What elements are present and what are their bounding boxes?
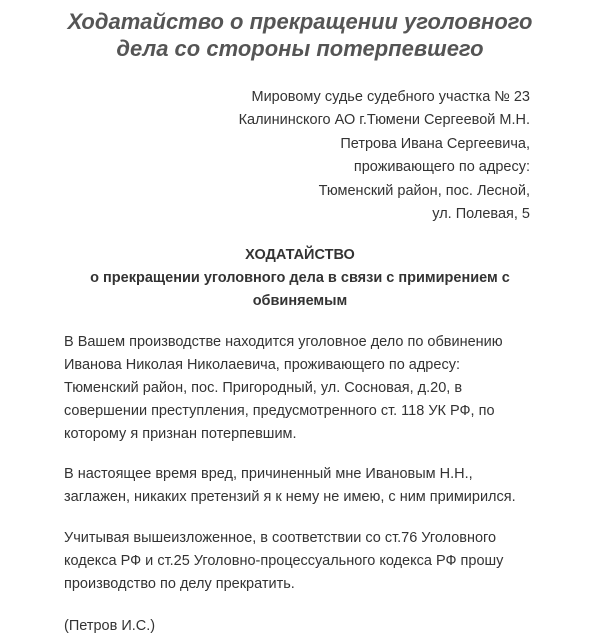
title-line-2: дела со стороны потерпевшего xyxy=(116,36,484,61)
petition-heading xyxy=(0,244,600,313)
addressee-line-1: Мировому судье судебного участка № 23 xyxy=(251,89,530,105)
paragraph-2-line-2: заглажен, никаких претензий я к нему не имею, с ним примирился. xyxy=(64,489,516,505)
heading-line-1: ХОДАТАЙСТВО xyxy=(245,247,355,263)
addressee-line-3: Петрова Ивана Сергеевича, xyxy=(340,135,530,152)
paragraph-3-line-2: кодекса РФ и ст.25 Уголовно-процессуального кодекса РФ прошу xyxy=(64,553,504,569)
paragraph-1-line-4: совершении преступления, предусмотренного ст. 118 УК РФ, по xyxy=(64,403,495,419)
paragraph-1-line-2: Иванова Николая Николаевича, проживающего по адресу: xyxy=(64,357,460,373)
document-title xyxy=(0,8,600,62)
signature-block xyxy=(64,615,584,638)
heading-line-2: о прекращении уголовного дела в связи с примирением с xyxy=(90,270,510,286)
title-line-1: Ходатайство о прекращении уголовного xyxy=(67,9,533,34)
heading-line-3: обвиняемым xyxy=(252,293,348,309)
paragraph-1-line-5: которому я признан потерпевшим. xyxy=(64,426,297,442)
paragraph-3-line-1: Учитывая вышеизложенное, в соответствии со ст.76 Уголовного xyxy=(64,530,497,546)
addressee-line-4: проживающего по адресу: xyxy=(353,159,530,176)
paragraph-1-line-3: Тюменский район, пос. Пригородный, ул. Сосновая, д.20, в xyxy=(64,380,463,396)
paragraph-case-description xyxy=(64,331,584,446)
paragraph-reconciliation xyxy=(64,463,584,509)
paragraph-request xyxy=(64,527,584,596)
addressee-line-6: ул. Полевая, 5 xyxy=(432,206,530,223)
paragraph-2-line-1: В настоящее время вред, причиненный мне Ивановым Н.Н., xyxy=(64,466,473,482)
addressee-line-2: Калининского АО г.Тюмени Сергеевой М.Н. xyxy=(238,112,530,129)
addressee-block xyxy=(110,86,530,226)
paragraph-1-line-1: В Вашем производстве находится уголовное дело по обвинению xyxy=(64,334,503,350)
addressee-line-5: Тюменский район, пос. Лесной, xyxy=(318,182,530,199)
signature-name: (Петров И.С.) xyxy=(64,618,156,634)
paragraph-3-line-3: производство по делу прекратить. xyxy=(64,576,295,592)
